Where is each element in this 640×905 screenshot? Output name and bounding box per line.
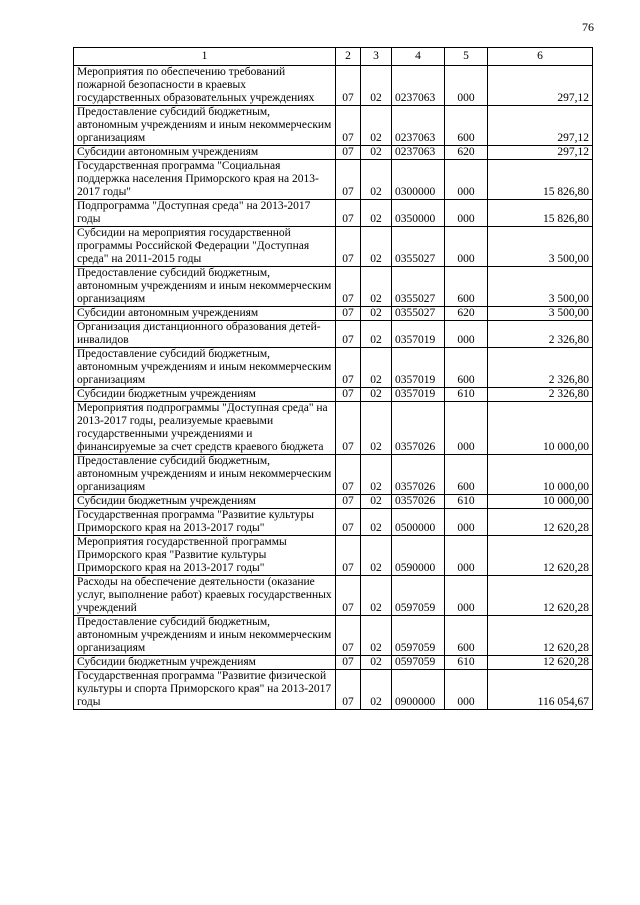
amount-cell: 12 620,28 [488,576,593,616]
table-row [74,267,593,307]
expense-type-cell: 600 [445,455,488,495]
row-name-cell: Государственная программа "Развитие физической культуры и спорта Приморского края" на 2013-2017 годы [74,670,336,710]
section-code-cell: 07 [336,227,361,267]
subsection-code-cell: 02 [361,321,392,348]
target-code-cell: 0350000 [392,200,445,227]
row-name-cell: Субсидии на мероприятия государственной программы Российской Федерации "Доступная среда" на 2011-2015 годы [74,227,336,267]
amount-cell: 15 826,80 [488,200,593,227]
row-name-cell: Предоставление субсидий бюджетным, автономным учреждениям и иным некоммерческим организациям [74,616,336,656]
subsection-code-cell: 02 [361,160,392,200]
expense-type-cell: 000 [445,576,488,616]
column-header: 5 [445,48,488,66]
subsection-code-cell: 02 [361,402,392,455]
table-row [74,307,593,321]
section-code-cell: 07 [336,509,361,536]
table-row [74,576,593,616]
row-name-cell: Субсидии бюджетным учреждениям [74,656,336,670]
subsection-code-cell: 02 [361,307,392,321]
table-row [74,495,593,509]
target-code-cell: 0597059 [392,576,445,616]
target-code-cell: 0590000 [392,536,445,576]
expense-type-cell: 610 [445,656,488,670]
column-header: 4 [392,48,445,66]
row-name-cell: Государственная программа "Социальная поддержка населения Приморского края на 2013-2017 годы" [74,160,336,200]
section-code-cell: 07 [336,536,361,576]
section-code-cell: 07 [336,66,361,106]
row-name-cell: Субсидии бюджетным учреждениям [74,495,336,509]
table-row [74,402,593,455]
row-name-cell: Подпрограмма "Доступная среда" на 2013-2017 годы [74,200,336,227]
subsection-code-cell: 02 [361,455,392,495]
expense-type-cell: 000 [445,160,488,200]
section-code-cell: 07 [336,495,361,509]
target-code-cell: 0500000 [392,509,445,536]
table-row [74,616,593,656]
header-row [74,48,593,66]
amount-cell: 12 620,28 [488,616,593,656]
amount-cell: 10 000,00 [488,495,593,509]
table-row [74,670,593,710]
row-name-cell: Расходы на обеспечение деятельности (оказание услуг, выполнение работ) краевых государственных учреждений [74,576,336,616]
row-name-cell: Предоставление субсидий бюджетным, автономным учреждениям и иным некоммерческим организациям [74,348,336,388]
row-name-cell: Предоставление субсидий бюджетным, автономным учреждениям и иным некоммерческим организациям [74,106,336,146]
column-header: 6 [488,48,593,66]
row-name-cell: Субсидии автономным учреждениям [74,307,336,321]
subsection-code-cell: 02 [361,495,392,509]
expense-type-cell: 000 [445,66,488,106]
expense-type-cell: 610 [445,495,488,509]
row-name-cell: Предоставление субсидий бюджетным, автономным учреждениям и иным некоммерческим организациям [74,267,336,307]
subsection-code-cell: 02 [361,536,392,576]
amount-cell: 2 326,80 [488,388,593,402]
amount-cell: 15 826,80 [488,160,593,200]
section-code-cell: 07 [336,200,361,227]
section-code-cell: 07 [336,321,361,348]
target-code-cell: 0237063 [392,66,445,106]
table-row [74,656,593,670]
row-name-cell: Предоставление субсидий бюджетным, автономным учреждениям и иным некоммерческим организациям [74,455,336,495]
table-row [74,160,593,200]
target-code-cell: 0357026 [392,402,445,455]
subsection-code-cell: 02 [361,656,392,670]
target-code-cell: 0237063 [392,146,445,160]
section-code-cell: 07 [336,267,361,307]
table-row [74,348,593,388]
table-row [74,455,593,495]
section-code-cell: 07 [336,388,361,402]
amount-cell: 2 326,80 [488,321,593,348]
expense-type-cell: 000 [445,670,488,710]
expense-type-cell: 620 [445,307,488,321]
section-code-cell: 07 [336,348,361,388]
section-code-cell: 07 [336,576,361,616]
target-code-cell: 0597059 [392,656,445,670]
amount-cell: 12 620,28 [488,509,593,536]
subsection-code-cell: 02 [361,670,392,710]
amount-cell: 3 500,00 [488,267,593,307]
target-code-cell: 0900000 [392,670,445,710]
column-header: 1 [74,48,336,66]
page-number: 76 [582,20,594,34]
row-name-cell: Мероприятия подпрограммы "Доступная среда" на 2013-2017 годы, реализуемые краевыми государственными учреждениями и финансируемые за счет средств краевого бюджета [74,402,336,455]
expense-type-cell: 000 [445,227,488,267]
table-row [74,146,593,160]
target-code-cell: 0357019 [392,321,445,348]
target-code-cell: 0355027 [392,267,445,307]
section-code-cell: 07 [336,616,361,656]
subsection-code-cell: 02 [361,106,392,146]
column-header: 3 [361,48,392,66]
subsection-code-cell: 02 [361,509,392,536]
amount-cell: 2 326,80 [488,348,593,388]
subsection-code-cell: 02 [361,227,392,267]
column-header: 2 [336,48,361,66]
table-row [74,536,593,576]
expense-type-cell: 000 [445,321,488,348]
amount-cell: 12 620,28 [488,536,593,576]
subsection-code-cell: 02 [361,576,392,616]
target-code-cell: 0357019 [392,348,445,388]
target-code-cell: 0300000 [392,160,445,200]
amount-cell: 12 620,28 [488,656,593,670]
table-row [74,66,593,106]
row-name-cell: Субсидии бюджетным учреждениям [74,388,336,402]
section-code-cell: 07 [336,307,361,321]
amount-cell: 297,12 [488,106,593,146]
expense-type-cell: 610 [445,388,488,402]
row-name-cell: Государственная программа "Развитие культуры Приморского края на 2013-2017 годы" [74,509,336,536]
table-row [74,106,593,146]
row-name-cell: Организация дистанционного образования детей-инвалидов [74,321,336,348]
amount-cell: 10 000,00 [488,402,593,455]
section-code-cell: 07 [336,670,361,710]
row-name-cell: Мероприятия по обеспечению требований пожарной безопасности в краевых государственных образовательных учреждениях [74,66,336,106]
amount-cell: 3 500,00 [488,307,593,321]
row-name-cell: Мероприятия государственной программы Приморского края "Развитие культуры Приморского края на 2013-2017 годы" [74,536,336,576]
section-code-cell: 07 [336,402,361,455]
expense-type-cell: 000 [445,536,488,576]
amount-cell: 10 000,00 [488,455,593,495]
expense-type-cell: 600 [445,267,488,307]
section-code-cell: 07 [336,146,361,160]
section-code-cell: 07 [336,455,361,495]
target-code-cell: 0355027 [392,307,445,321]
amount-cell: 297,12 [488,66,593,106]
table-row [74,227,593,267]
amount-cell: 297,12 [488,146,593,160]
expense-type-cell: 600 [445,106,488,146]
target-code-cell: 0237063 [392,106,445,146]
subsection-code-cell: 02 [361,66,392,106]
target-code-cell: 0357026 [392,495,445,509]
subsection-code-cell: 02 [361,616,392,656]
table-row [74,321,593,348]
table-row [74,200,593,227]
budget-table [73,47,593,710]
row-name-cell: Субсидии автономным учреждениям [74,146,336,160]
expense-type-cell: 600 [445,616,488,656]
subsection-code-cell: 02 [361,348,392,388]
subsection-code-cell: 02 [361,388,392,402]
target-code-cell: 0597059 [392,616,445,656]
subsection-code-cell: 02 [361,146,392,160]
expense-type-cell: 000 [445,509,488,536]
section-code-cell: 07 [336,106,361,146]
subsection-code-cell: 02 [361,267,392,307]
table-row [74,388,593,402]
target-code-cell: 0357026 [392,455,445,495]
expense-type-cell: 600 [445,348,488,388]
expense-type-cell: 620 [445,146,488,160]
expense-type-cell: 000 [445,402,488,455]
table-row [74,509,593,536]
amount-cell: 116 054,67 [488,670,593,710]
table-body [74,66,593,710]
target-code-cell: 0355027 [392,227,445,267]
expense-type-cell: 000 [445,200,488,227]
section-code-cell: 07 [336,160,361,200]
subsection-code-cell: 02 [361,200,392,227]
section-code-cell: 07 [336,656,361,670]
target-code-cell: 0357019 [392,388,445,402]
amount-cell: 3 500,00 [488,227,593,267]
